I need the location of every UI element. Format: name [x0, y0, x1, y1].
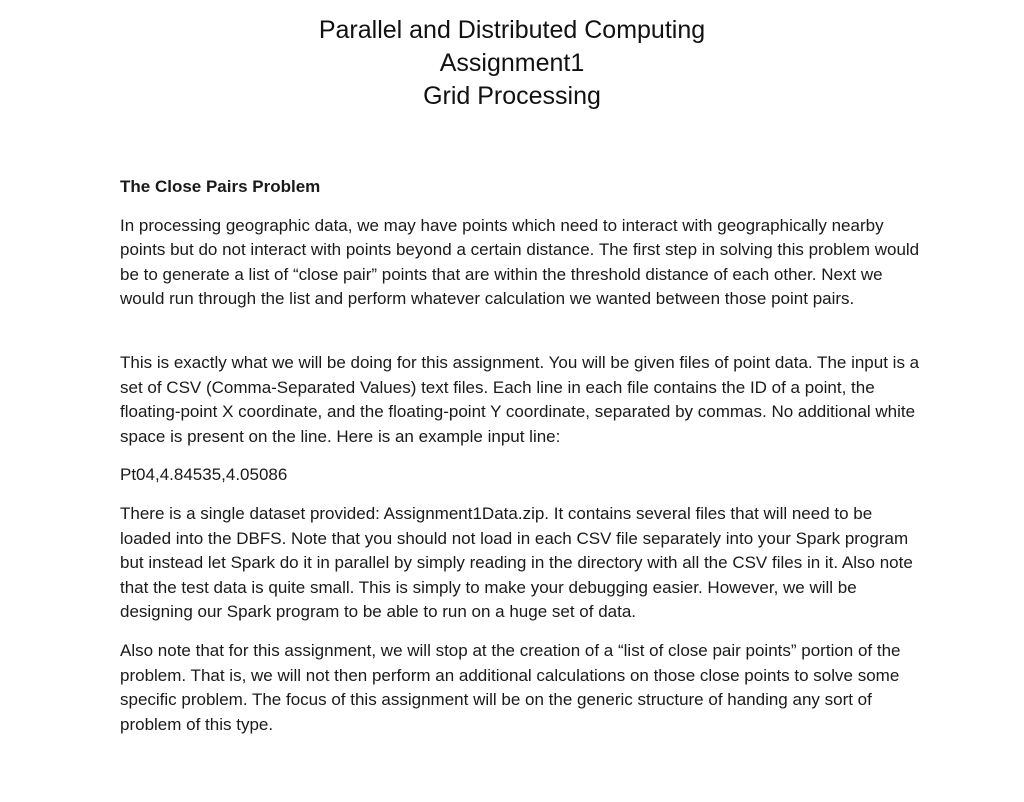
assignment-title: Assignment1 [439, 49, 585, 77]
example-input-line: Pt04,4.84535,4.05086 [120, 465, 288, 485]
course-title: Parallel and Distributed Computing [318, 16, 706, 44]
document-body [120, 175, 920, 751]
paragraph-dataset: There is a single dataset provided: Assignment1Data.zip. It contains several files that will need to be loaded into the DBFS. Note that you should not load in each CSV file separately into your Spark program but instead let Spark do it in parallel by simply reading in the directory with all the CSV files in it. Also note that the test data is quite small. This is simply to make your debugging easier. However, we will be designing our Spark program to be able to run on a huge set of data. [120, 503, 913, 622]
section-heading: The Close Pairs Problem [120, 177, 321, 196]
assignment-subtitle: Grid Processing [423, 82, 601, 110]
paragraph-scope: Also note that for this assignment, we will stop at the creation of a “list of close pair points” portion of the problem. That is, we will not then perform an additional calculations on those close points to solve some specific problem. The focus of this assignment will be on the generic structure of handing any sort of problem of this type. [120, 640, 901, 734]
document-title [0, 14, 1024, 113]
paragraph-intro: In processing geographic data, we may have points which need to interact with geographically nearby points but do not interact with points beyond a certain distance. The first step in solving this problem would be to generate a list of “close pair” points that are within the threshold distance of each other. Next we would run through the list and perform whatever calculation we wanted between those point pairs. [120, 215, 920, 309]
paragraph-input-format: This is exactly what we will be doing for this assignment. You will be given files of point data. The input is a set of CSV (Comma-Separated Values) text files. Each line in each file contains the ID of a point, the floating-point X coordinate, and the floating-point Y coordinate, separated by commas. No additional white space is present on the line. Here is an example input line: [120, 352, 920, 446]
